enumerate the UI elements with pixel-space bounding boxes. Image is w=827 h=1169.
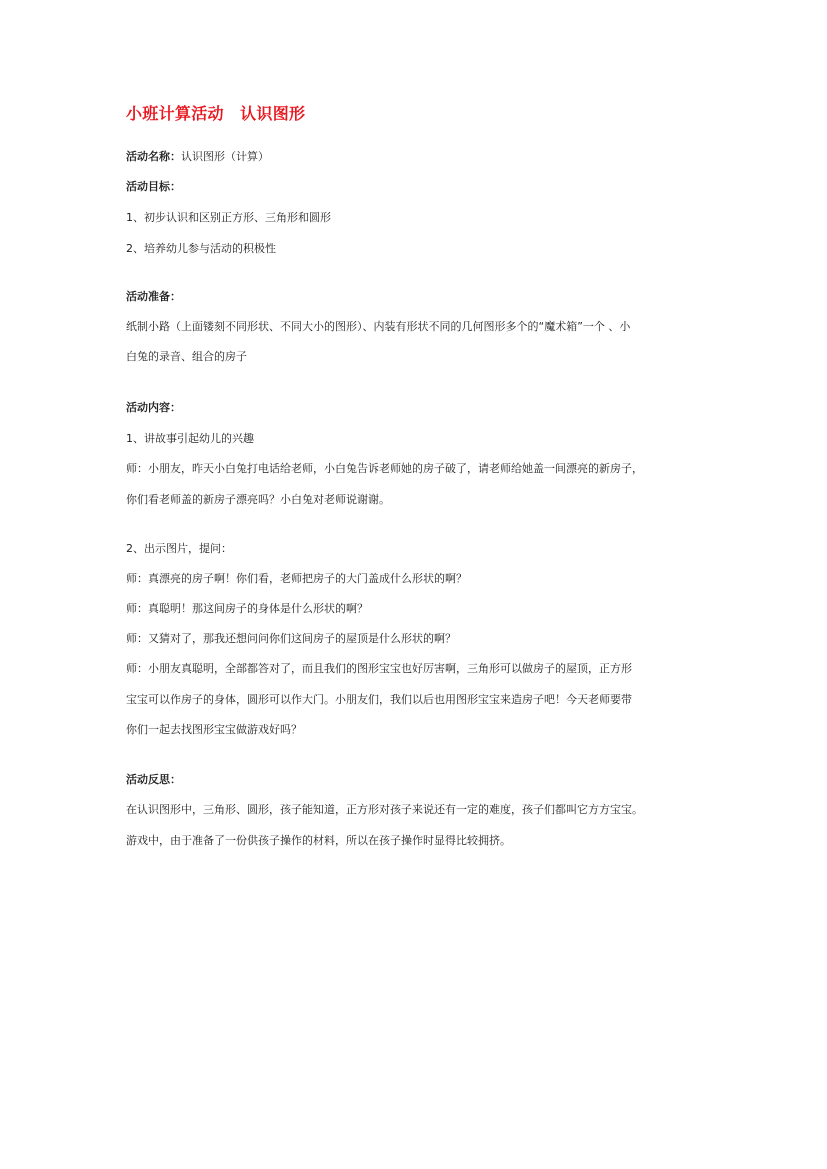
step2-line-2: 师：真聪明！那这间房子的身体是什么形状的啊？ (126, 602, 368, 615)
reflection-heading: 活动反思： (126, 773, 181, 786)
activity-name-row (126, 150, 269, 164)
step1-title: 1、讲故事引起幼儿的兴趣 (126, 432, 254, 445)
reflection-line-1: 在认识图形中，三角形、圆形，孩子能知道，正方形对孩子来说还有一定的难度，孩子们都叫它方方宝宝。 (126, 803, 643, 816)
step2-line-5: 宝宝可以作房子的身体，圆形可以作大门。小朋友们，我们以后也用图形宝宝来造房子吧！今天老师要带 (126, 693, 632, 706)
step2-title: 2、出示图片，提问： (126, 542, 232, 555)
step1-line-1: 师：小朋友，昨天小白兔打电话给老师，小白兔告诉老师她的房子破了，请老师给她盖一间漂亮的新房子， (126, 462, 643, 475)
goals-heading: 活动目标： (126, 180, 181, 193)
content-heading: 活动内容： (126, 401, 181, 414)
step1-line-2: 你们看老师盖的新房子漂亮吗？小白兔对老师说谢谢。 (126, 493, 390, 506)
reflection-line-2: 游戏中，由于准备了一份供孩子操作的材料，所以在孩子操作时显得比较拥挤。 (126, 834, 511, 847)
step2-line-4: 师：小朋友真聪明，全部都答对了，而且我们的图形宝宝也好厉害啊，三角形可以做房子的屋顶，正方形 (126, 662, 632, 675)
activity-name-value: 认识图形（计算） (181, 150, 269, 163)
step2-line-1: 师：真漂亮的房子啊！你们看，老师把房子的大门盖成什么形状的啊？ (126, 572, 467, 585)
prep-heading: 活动准备： (126, 290, 181, 303)
prep-line-1: 纸制小路（上面镂刻不同形状、不同大小的图形）、内装有形状不同的几何图形多个的“魔术箱”一个 、小 (126, 320, 631, 333)
step2-line-3: 师：又猜对了，那我还想问问你们这间房子的屋顶是什么形状的啊？ (126, 632, 456, 645)
goal-item-2: 2、培养幼儿参与活动的积极性 (126, 242, 276, 255)
step2-line-6: 你们一起去找图形宝宝做游戏好吗？ (126, 723, 302, 736)
activity-name-label: 活动名称： (126, 150, 181, 163)
prep-line-2: 白兔的录音、组合的房子 (126, 350, 247, 363)
goal-item-1: 1、初步认识和区别正方形、三角形和圆形 (126, 211, 331, 224)
document-title: 小班计算活动 认识图形 (126, 104, 306, 123)
